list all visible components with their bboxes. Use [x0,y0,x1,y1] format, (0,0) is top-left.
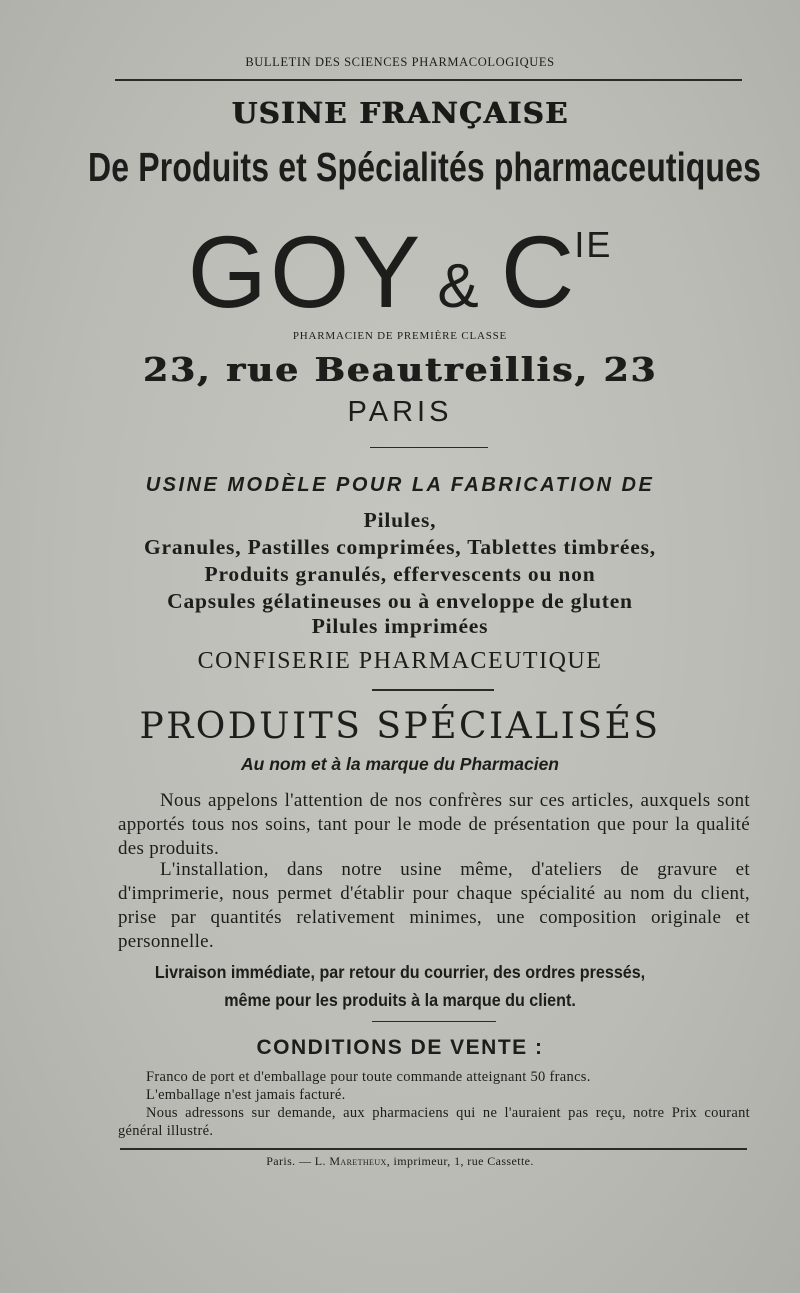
paragraph-installation: L'installation, dans notre usine même, d'ateliers de gravure et d'imprimerie, nous permet d'établir pour chaque spécialité au nom du client, prise par quantités relativement minimes, une composition originale et personnelle. [118,859,750,952]
confiserie-heading: CONFISERIE PHARMACEUTIQUE [197,648,603,674]
brand-c: C [500,215,575,329]
city-line: PARIS [347,396,453,428]
imprint-suffix: , imprimeur, 1, rue Cassette. [386,1154,534,1168]
divider-3 [372,1021,496,1022]
brand-superscript: IE [574,224,613,265]
product-line: Pilules, [363,508,437,532]
imprint-name: Maretheux [329,1154,387,1168]
paragraph-attention: Nous appelons l'attention de nos confrères sur ces articles, auxquels sont apportés tous nos soins, tant pour le mode de présentation que pour la qualité des produits. [118,790,750,859]
product-line: Pilules imprimées [311,614,489,638]
condition-item: Franco de port et d'emballage pour toute commande atteignant 50 francs. [146,1069,591,1085]
livraison-line-2: même pour les produits à la marque du client. [224,990,576,1010]
printer-imprint [0,1154,800,1169]
running-head: BULLETIN DES SCIENCES PHARMACOLOGIQUES [245,55,555,69]
brand-name: GOY [187,215,424,329]
bottom-rule [120,1148,747,1150]
divider-2 [372,689,494,691]
product-line: Capsules gélatineuses ou à enveloppe de gluten [167,589,633,613]
au-nom-subheading: Au nom et à la marque du Pharmacien [241,754,559,774]
address-line: 23, rue Beautreillis, 23 [142,350,658,389]
pharmacien-line: PHARMACIEN DE PREMIÈRE CLASSE [292,330,508,342]
produits-specialises-heading: PRODUITS SPÉCIALISÉS [139,706,661,747]
product-line: Granules, Pastilles comprimées, Tablettes timbrées, [144,535,656,559]
usine-francaise-heading: USINE FRANÇAISE [231,96,569,130]
usine-modele-heading: USINE MODÈLE POUR LA FABRICATION DE [145,474,655,496]
divider-1 [370,447,488,448]
imprint-prefix: Paris. — L. [266,1154,326,1168]
condition-item: Nous adressons sur demande, aux pharmaciens qui ne l'auraient pas reçu, notre Prix courant général illustré. [118,1105,750,1139]
brand-ampersand: & [437,252,479,321]
produits-heading: De Produits et Spécialités pharmaceutiques [88,144,762,190]
condition-item: L'emballage n'est jamais facturé. [146,1087,346,1103]
product-line: Produits granulés, effervescents ou non [204,562,596,586]
livraison-line-1: Livraison immédiate, par retour du courrier, des ordres pressés, [154,962,646,982]
brand-logo [0,214,800,329]
top-rule [115,79,742,81]
conditions-heading: CONDITIONS DE VENTE : [256,1036,544,1059]
